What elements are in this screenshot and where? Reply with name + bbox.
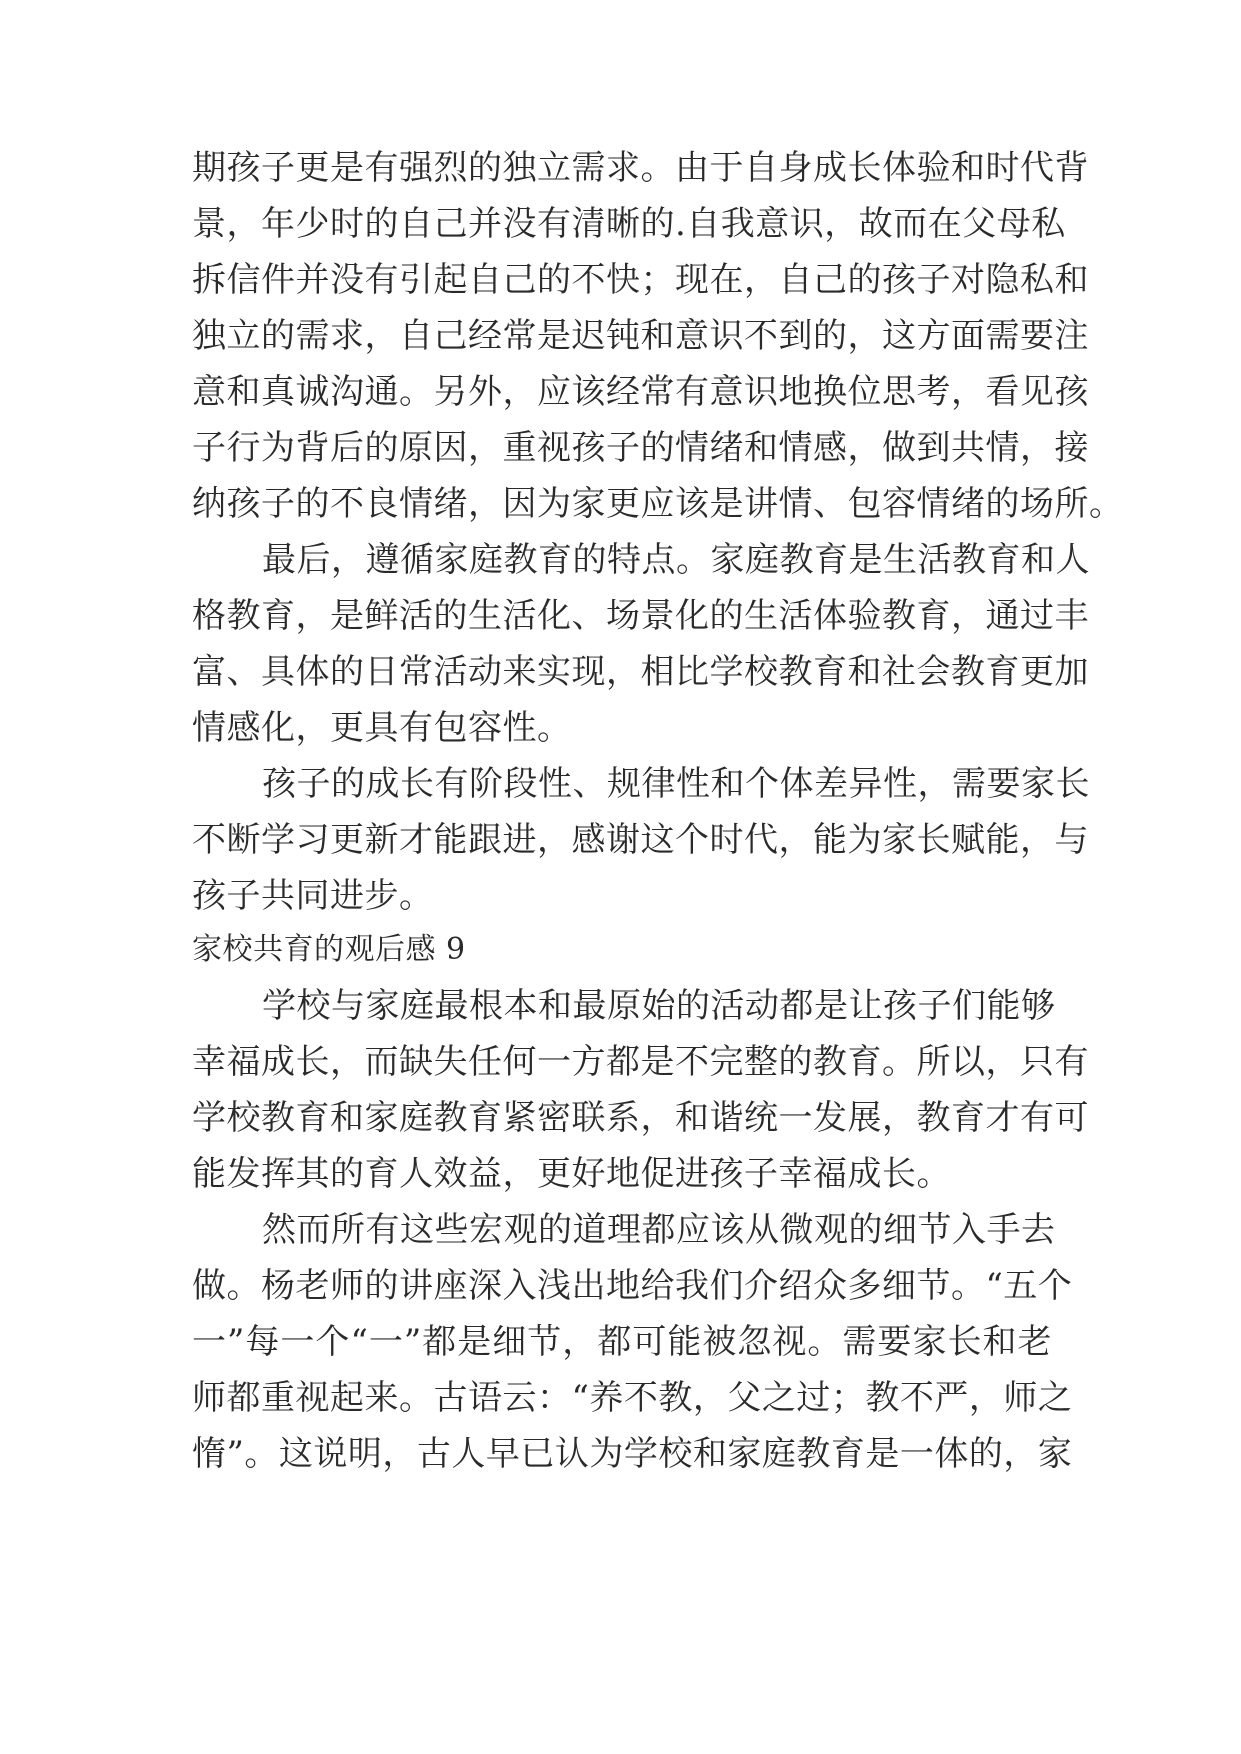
paragraph-first-line: 孩子的成长有阶段性、规律性和个体差异性，需要家长	[262, 764, 1090, 804]
body-text-line: 景，年少时的自己并没有清晰的.自我意识，故而在父母私	[192, 204, 1066, 244]
body-text-line: 师都重视起来。古语云：“养不教，父之过；教不严，师之	[192, 1378, 1073, 1418]
body-text-line: 学校教育和家庭教育紧密联系，和谐统一发展，教育才有可	[192, 1098, 1089, 1138]
body-text-line: 做。杨老师的讲座深入浅出地给我们介绍众多细节。“五个	[192, 1266, 1073, 1306]
paragraph-first-line: 然而所有这些宏观的道理都应该从微观的细节入手去	[262, 1210, 1056, 1250]
paragraph-first-line: 最后，遵循家庭教育的特点。家庭教育是生活教育和人	[262, 540, 1090, 580]
body-text-line: 幸福成长，而缺失任何一方都是不完整的教育。所以，只有	[192, 1042, 1089, 1082]
paragraph-last-line: 孩子共同进步。	[192, 876, 434, 916]
paragraph-last-line: 情感化，更具有包容性。	[192, 708, 572, 748]
body-text-line: 一”每一个“一”都是细节，都可能被忽视。需要家长和老	[192, 1322, 1052, 1362]
body-text-line: 纳孩子的不良情绪，因为家更应该是讲情、包容情绪的场所。	[192, 484, 1124, 524]
body-text-line: 意和真诚沟通。另外，应该经常有意识地换位思考，看见孩	[192, 372, 1089, 412]
paragraph-first-line: 学校与家庭最根本和最原始的活动都是让孩子们能够	[262, 986, 1056, 1026]
section-heading: 家校共育的观后感 9	[192, 932, 466, 967]
body-text-line: 不断学习更新才能跟进，感谢这个时代，能为家长赋能，与	[192, 820, 1089, 860]
body-text-line: 子行为背后的原因，重视孩子的情绪和情感，做到共情，接	[192, 428, 1089, 468]
paragraph-last-line: 能发挥其的育人效益，更好地促进孩子幸福成长。	[192, 1154, 951, 1194]
body-text-line: 富、具体的日常活动来实现，相比学校教育和社会教育更加	[192, 652, 1089, 692]
body-text-line: 格教育，是鲜活的生活化、场景化的生活体验教育，通过丰	[192, 596, 1089, 636]
body-text-line: 拆信件并没有引起自己的不快；现在，自己的孩子对隐私和	[192, 260, 1089, 300]
body-text-line: 惰”。这说明，古人早已认为学校和家庭教育是一体的，家	[192, 1434, 1073, 1474]
body-text-line: 期孩子更是有强烈的独立需求。由于自身成长体验和时代背	[192, 148, 1089, 188]
body-text-line: 独立的需求，自己经常是迟钝和意识不到的，这方面需要注	[192, 316, 1089, 356]
